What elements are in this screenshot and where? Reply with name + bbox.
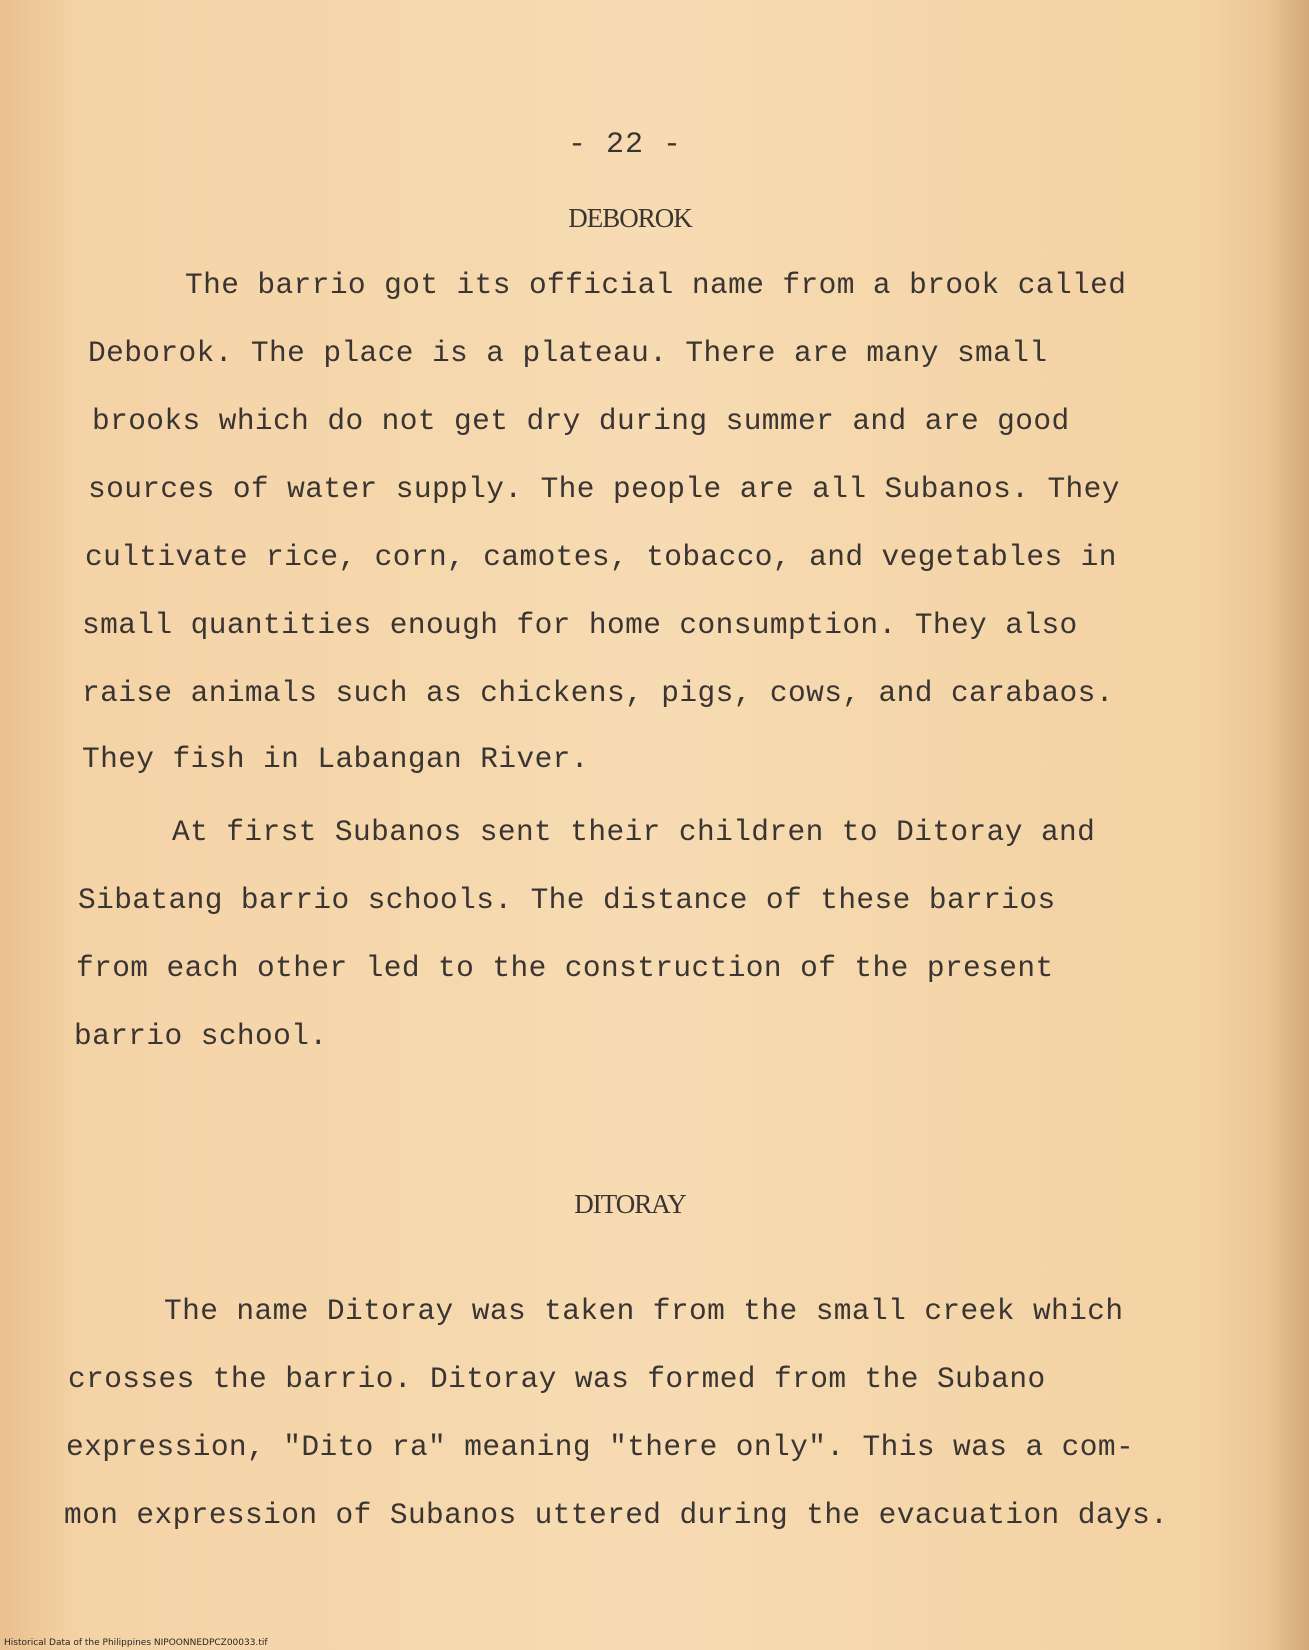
section-title-deborok: DEBOROK <box>568 203 692 233</box>
paragraph-line: mon expression of Subanos uttered during the evacuation days. <box>64 1498 1169 1532</box>
paragraph-line: At first Subanos sent their children to Ditoray and <box>172 815 1096 849</box>
scan-footer-label: Historical Data of the Philippines NIPOONNEDPCZ00033.tif <box>4 1638 268 1648</box>
paragraph-line: cultivate rice, corn, camotes, tobacco, and vegetables in <box>85 540 1117 574</box>
paragraph-line: from each other led to the construction of the present <box>76 951 1054 985</box>
paragraph-line: crosses the barrio. Ditoray was formed from the Subano <box>68 1362 1046 1396</box>
paragraph-line: expression, "Dito ra" meaning "there only". This was a com- <box>66 1430 1135 1464</box>
paragraph-line: The barrio got its official name from a brook called <box>185 268 1127 302</box>
paragraph-line: brooks which do not get dry during summer and are good <box>92 404 1070 438</box>
paragraph-line: barrio school. <box>74 1019 328 1053</box>
page-number: - 22 - <box>567 128 683 162</box>
paragraph-line: Sibatang barrio schools. The distance of these barrios <box>78 883 1056 917</box>
page-edge-shadow <box>1269 0 1309 1650</box>
paragraph-line: The name Ditoray was taken from the small creek which <box>164 1294 1124 1328</box>
section-title-ditoray: DITORAY <box>574 1189 686 1219</box>
paragraph-line: raise animals such as chickens, pigs, cows, and carabaos. <box>82 676 1114 710</box>
paragraph-line: sources of water supply. The people are all Subanos. They <box>88 472 1120 506</box>
paragraph-line: They fish in Labangan River. <box>82 742 589 776</box>
paragraph-line: small quantities enough for home consumption. They also <box>82 608 1078 642</box>
paragraph-line: Deborok. The place is a plateau. There are many small <box>88 336 1048 370</box>
